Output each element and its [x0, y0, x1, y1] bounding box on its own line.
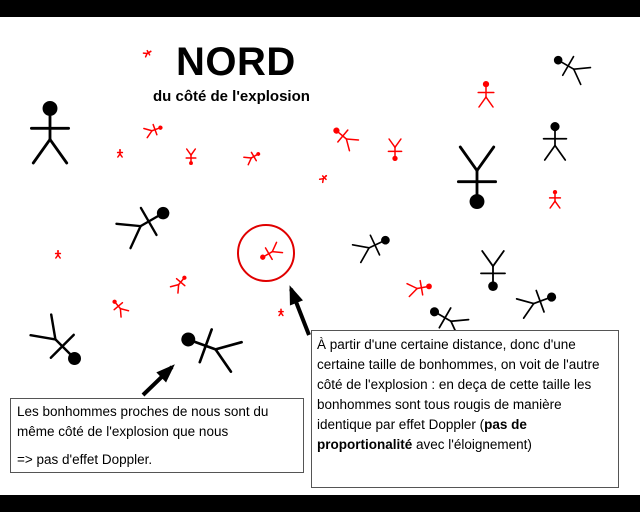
stick-figure-icon [319, 173, 328, 182]
stick-figure-icon [257, 242, 283, 264]
note-right [311, 330, 619, 488]
stick-figure-icon [550, 190, 561, 208]
stick-figure-icon [170, 273, 190, 294]
stick-figure-icon [176, 321, 242, 374]
note-left-conclusion: => pas d'effet Doppler. [17, 452, 153, 467]
stick-figure-icon [279, 309, 283, 316]
note-left-text: Les bonhommes proches de nous sont du même côté de l'explosion que nous [17, 404, 269, 439]
stick-figure-icon [329, 123, 359, 152]
stick-figure-icon [458, 147, 495, 209]
page-title: NORD [176, 40, 296, 84]
note-right-text-before: À partir d'une certaine distance, donc d'une certaine taille de bonhommes, on voit de l'autre côté de l'explosion : en deça de cette taille les bonhommes sont tous rougis de manière identique par effet Doppler ( [317, 337, 600, 432]
stick-figure-icon [144, 122, 165, 138]
stick-figure-icon [549, 49, 591, 86]
stick-figure-icon [388, 139, 401, 161]
stick-figure-icon [29, 313, 90, 374]
note-left [10, 398, 304, 473]
stick-figure-icon [516, 285, 560, 319]
diagram-canvas [0, 17, 640, 495]
stick-figure-icon [481, 251, 505, 291]
arrow-icon [290, 285, 309, 335]
stick-figure-icon [244, 149, 263, 165]
stick-figure-icon [143, 49, 152, 57]
stick-figure-icon [109, 297, 129, 318]
stick-figure-icon [544, 122, 567, 160]
stick-figure-icon [407, 279, 433, 297]
note-right-text [317, 335, 613, 455]
page-subtitle: du côté de l'explosion [153, 88, 310, 105]
arrow-icon [143, 364, 175, 395]
stick-figure-icon [118, 149, 123, 157]
note-right-text-after: avec l'éloignement) [412, 437, 532, 452]
stick-figure-icon [478, 81, 494, 107]
explosion-circle [238, 225, 294, 281]
note-right-bold: pas de proportionalité [317, 417, 527, 452]
stick-figure-icon [31, 101, 68, 163]
stick-figure-icon [56, 250, 61, 258]
stick-figure-icon [352, 229, 394, 264]
stick-figure-icon [186, 149, 196, 165]
stick-figure-icon [116, 196, 177, 249]
